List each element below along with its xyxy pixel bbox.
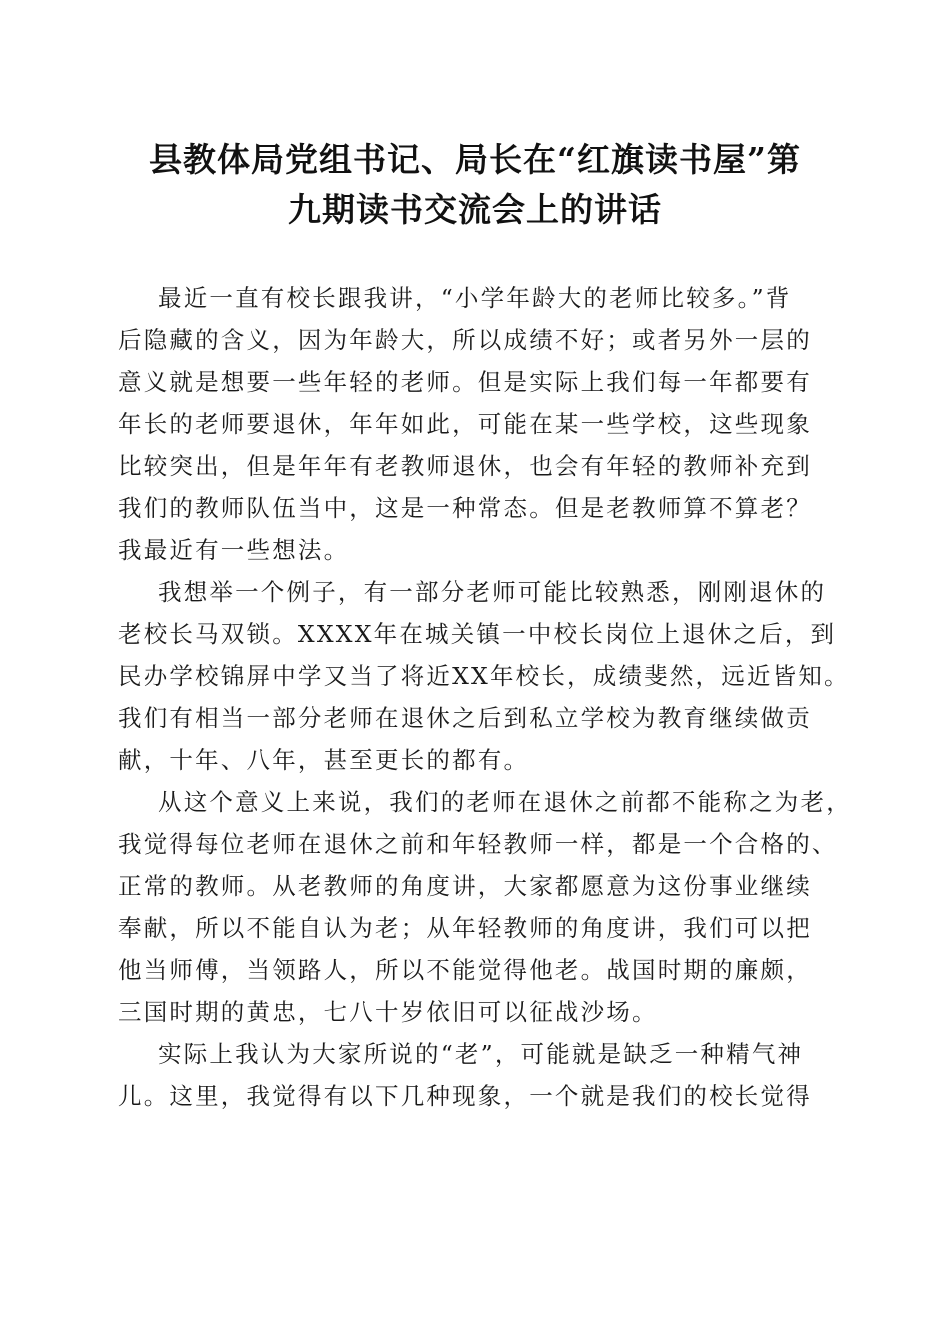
paragraph-2 (118, 571, 850, 781)
text-line: 后隐藏的含义，因为年龄大，所以成绩不好；或者另外一层的 (118, 326, 812, 354)
text-line: 比较突出，但是年年有老教师退休，也会有年轻的教师补充到 (118, 452, 812, 480)
text-line: 我们有相当一部分老师在退休之后到私立学校为教育继续做贡 (118, 704, 812, 732)
text-line: 我们的教师队伍当中，这是一种常态。但是老教师算不算老？ (118, 494, 812, 522)
document-title (100, 135, 850, 235)
text-line: 奉献，所以不能自认为老；从年轻教师的角度讲，我们可以把 (118, 914, 812, 942)
text-line: 儿。这里，我觉得有以下几种现象，一个就是我们的校长觉得 (118, 1082, 812, 1110)
text-line: 我想举一个例子，有一部分老师可能比较熟悉，刚刚退休的 (158, 578, 827, 606)
text-line: 老校长马双锁。XXXX年在城关镇一中校长岗位上退休之后，到 (118, 620, 837, 648)
title-line: 九期读书交流会上的讲话 (288, 190, 662, 229)
paragraph-4 (118, 1033, 838, 1117)
title-line: 县教体局党组书记、局长在“红旗读书屋”第 (149, 140, 801, 179)
text-line: 他当师傅，当领路人，所以不能觉得他老。战国时期的廉颇， (118, 956, 812, 984)
text-line: 民办学校锦屏中学又当了将近XX年校长，成绩斐然，远近皆知。 (118, 662, 850, 690)
text-line: 意义就是想要一些年轻的老师。但是实际上我们每一年都要有 (118, 368, 812, 396)
paragraph-3 (118, 781, 852, 1033)
text-line: 从这个意义上来说，我们的老师在退休之前都不能称之为老， (158, 788, 852, 816)
text-line: 三国时期的黄忠，七八十岁依旧可以征战沙场。 (118, 998, 658, 1026)
text-line: 最近一直有校长跟我讲，“小学年龄大的老师比较多。”背 (158, 284, 792, 312)
document-body (118, 277, 852, 1117)
paragraph-1 (118, 277, 838, 571)
text-line: 年长的老师要退休，年年如此，可能在某一些学校，这些现象 (118, 410, 812, 438)
text-line: 献，十年、八年，甚至更长的都有。 (118, 746, 530, 774)
text-line: 我觉得每位老师在退休之前和年轻教师一样，都是一个合格的、 (118, 830, 838, 858)
text-line: 正常的教师。从老教师的角度讲，大家都愿意为这份事业继续 (118, 872, 812, 900)
text-line: 我最近有一些想法。 (118, 536, 350, 564)
text-line: 实际上我认为大家所说的“老”，可能就是缺乏一种精气神 (158, 1040, 804, 1068)
